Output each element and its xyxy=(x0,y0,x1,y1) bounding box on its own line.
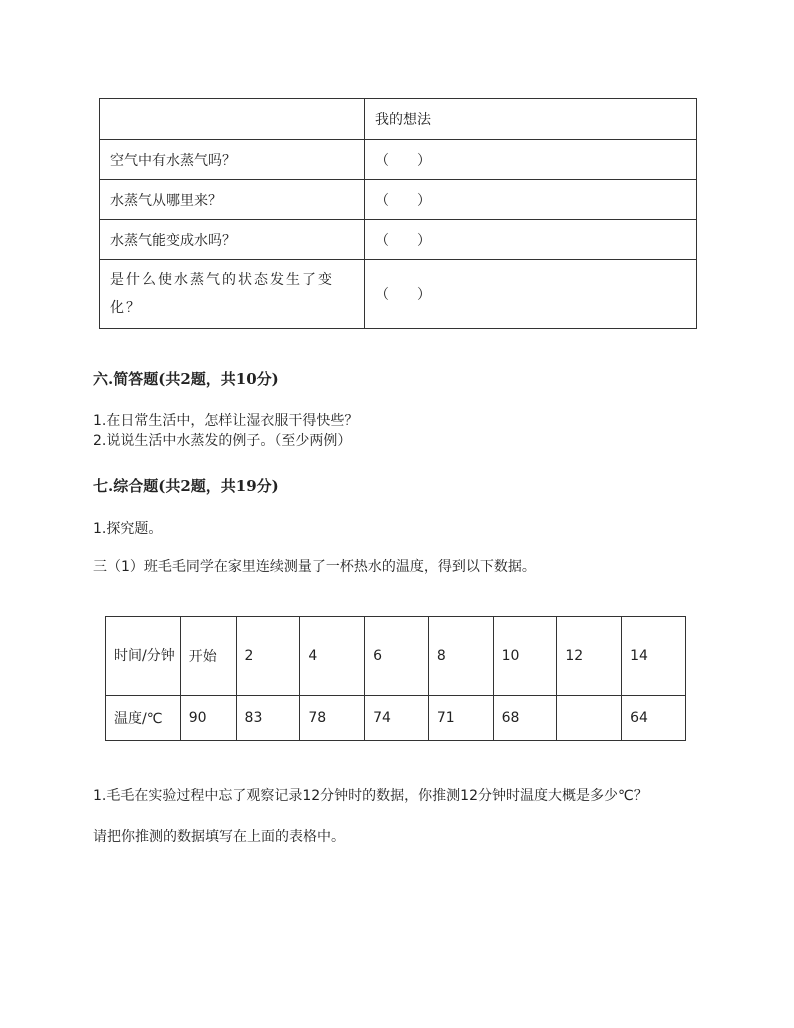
time-cell: 10 xyxy=(493,617,557,696)
temperature-cell: 83 xyxy=(236,696,300,741)
question-cell: 是什么使水蒸气的状态发生了变化？ xyxy=(100,260,365,329)
answer-blank[interactable]: （ ） xyxy=(364,180,696,220)
thoughts-table xyxy=(99,98,697,329)
temperature-header-cell: 温度/℃ xyxy=(106,696,181,741)
header-cell-my-thoughts: 我的想法 xyxy=(364,99,696,140)
temperature-cell: 78 xyxy=(300,696,365,741)
section-7-question-line-1: 1.毛毛在实验过程中忘了观察记录12分钟时的数据，你推测12分钟时温度大概是多少℃？ xyxy=(93,788,648,804)
section-7-question-line-2: 请把你推测的数据填写在上面的表格中。 xyxy=(93,829,345,845)
time-cell: 12 xyxy=(557,617,622,696)
section-7-intro: 三（1）班毛毛同学在家里连续测量了一杯热水的温度，得到以下数据。 xyxy=(93,559,536,575)
section-7-title: 七.综合题(共2题，共19分) xyxy=(93,477,279,495)
section-6-question-1: 1.在日常生活中，怎样让湿衣服干得快些？ xyxy=(93,413,359,429)
header-cell-empty xyxy=(100,99,365,140)
section-7-item-1: 1.探究题。 xyxy=(93,521,163,537)
time-cell: 4 xyxy=(300,617,365,696)
answer-blank[interactable]: （ ） xyxy=(364,260,696,329)
temperature-cell: 64 xyxy=(622,696,686,741)
time-cell: 8 xyxy=(428,617,493,696)
answer-blank[interactable]: （ ） xyxy=(364,220,696,260)
table-row xyxy=(100,180,697,220)
time-cell: 2 xyxy=(236,617,300,696)
table-row xyxy=(100,140,697,180)
question-cell: 空气中有水蒸气吗？ xyxy=(100,140,365,180)
temperature-cell: 90 xyxy=(180,696,236,741)
time-cell: 14 xyxy=(622,617,686,696)
time-cell: 6 xyxy=(365,617,429,696)
temperature-blank-cell[interactable] xyxy=(557,696,622,741)
time-cell: 开始 xyxy=(180,617,236,696)
temperature-table xyxy=(105,616,686,741)
time-header-cell: 时间/分钟 xyxy=(106,617,181,696)
temperature-cell: 68 xyxy=(493,696,557,741)
table-row xyxy=(106,696,686,741)
question-cell: 水蒸气从哪里来？ xyxy=(100,180,365,220)
question-cell: 水蒸气能变成水吗？ xyxy=(100,220,365,260)
temperature-cell: 74 xyxy=(365,696,429,741)
temperature-cell: 71 xyxy=(428,696,493,741)
section-6-title: 六.简答题(共2题，共10分) xyxy=(93,370,279,388)
section-6-question-2: 2.说说生活中水蒸发的例子。（至少两例） xyxy=(93,433,352,449)
table-row xyxy=(100,260,697,329)
table-row xyxy=(106,617,686,696)
table-row xyxy=(100,99,697,140)
table-row xyxy=(100,220,697,260)
answer-blank[interactable]: （ ） xyxy=(364,140,696,180)
